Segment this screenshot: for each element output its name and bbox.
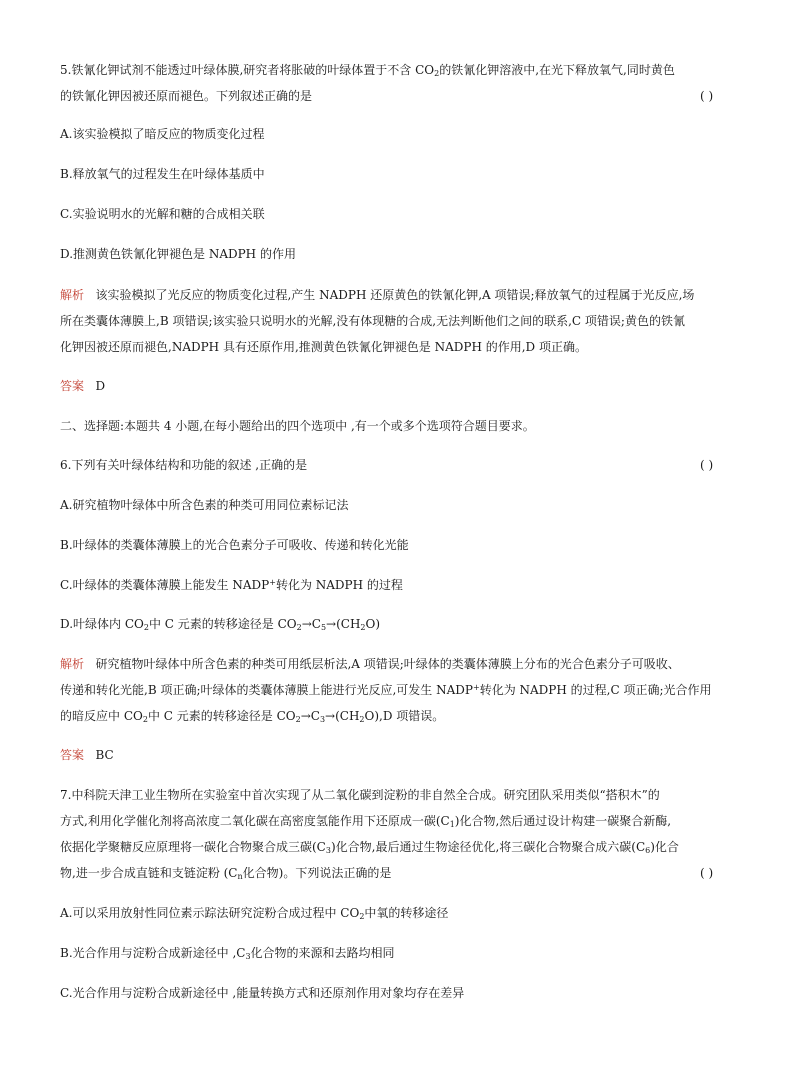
q6-analysis-line2: 传递和转化光能,B 项正确;叶绿体的类囊体薄膜上能进行光反应,可发生 NADP+转化为 NADPH 的过程,C 项正确;光合作用: [60, 683, 712, 697]
q5-answer: D: [95, 379, 106, 393]
q5-option-d: D.推测黄色铁氰化钾褪色是 NADPH 的作用: [60, 247, 296, 261]
q6-option-a: A.研究植物叶绿体中所含色素的种类可用同位素标记法: [60, 498, 349, 512]
q6-answer-paren: ( ): [700, 458, 714, 472]
q5-analysis-line1: 解析 该实验模拟了光反应的物质变化过程,产生 NADPH 还原黄色的铁氰化钾,A 项错误;释放氧气的过程属于光反应,场: [60, 288, 695, 302]
analysis-tag: 解析: [60, 288, 85, 302]
q6-analysis-line1: 解析 研究植物叶绿体中所含色素的种类可用纸层析法,A 项错误;叶绿体的类囊体薄膜上分布的光合色素分子可吸收、: [60, 657, 680, 671]
q5-stem-line2: 的铁氰化钾因被还原而褪色。下列叙述正确的是: [60, 89, 313, 103]
q7-option-c: C.光合作用与淀粉合成新途径中 ,能量转换方式和还原剂作用对象均存在差异: [60, 986, 465, 1000]
analysis-tag: 解析: [60, 657, 85, 671]
q5-stem-line1: 5.铁氰化钾试剂不能透过叶绿体膜,研究者将胀破的叶绿体置于不含 $CO_2$的铁氰化钾溶液中,在光下释放氧气,同时黄色: [60, 63, 675, 78]
answer-tag: 答案: [60, 379, 85, 393]
q7-stem-line2: 方式,利用化学催化剂将高浓度二氧化碳在高密度氢能作用下还原成一碳$(C_1)$化合物,然后通过设计构建一碳聚合新酶,: [60, 814, 672, 829]
q5-answer-line: [60, 378, 105, 394]
q6-option-b: B.叶绿体的类囊体薄膜上的光合色素分子可吸收、传递和转化光能: [60, 538, 409, 552]
q7-stem-line1: 7.中科院天津工业生物所在实验室中首次实现了从二氧化碳到淀粉的非自然全合成。研究团队采用类似“搭积木”的: [60, 788, 660, 802]
q7-option-b: B.光合作用与淀粉合成新途径中 $,C_3$化合物的来源和去路均相同: [60, 946, 395, 961]
q7-stem-line4: 物,进一步合成直链和支链淀粉 ($C_n$化合物)。下列说法正确的是: [60, 866, 392, 881]
q5-option-a: A.该实验模拟了暗反应的物质变化过程: [60, 127, 265, 141]
q5-analysis-line2: 所在类囊体薄膜上,B 项错误;该实验只说明水的光解,没有体现糖的合成,无法判断他们之间的联系,C 项错误;黄色的铁氰: [60, 314, 685, 328]
answer-tag: 答案: [60, 748, 85, 762]
q6-stem: 6.下列有关叶绿体结构和功能的叙述 ,正确的是: [60, 458, 308, 472]
q5-option-c: C.实验说明水的光解和糖的合成相关联: [60, 207, 265, 221]
q5-answer-paren: ( ): [700, 89, 714, 103]
q7-option-a: A.可以采用放射性同位素示踪法研究淀粉合成过程中 $CO_2$中氧的转移途径: [60, 906, 449, 921]
q6-analysis-line3: 的暗反应中 $CO_2$中 C 元素的转移途径是 $CO_2\to C_3\to(CH_2O),D$ 项错误。: [60, 709, 445, 724]
q6-option-d: D.叶绿体内 $CO_2$中 C 元素的转移途径是 $CO_2\to C_5\to(CH_2O)$: [60, 617, 381, 632]
q7-stem-line3: 依据化学聚糖反应原理将一碳化合物聚合成三碳$(C_3)$化合物,最后通过生物途径优化,将三碳化合物聚合成六碳$(C_6)$化合: [60, 840, 679, 855]
q7-answer-paren: ( ): [700, 866, 714, 880]
q6-option-c: C.叶绿体的类囊体薄膜上能发生 NADP+转化为 NADPH 的过程: [60, 578, 403, 592]
q6-answer-line: [60, 747, 114, 763]
q6-answer: BC: [95, 748, 114, 762]
q5-analysis-line3: 化钾因被还原而褪色,NADPH 具有还原作用,推测黄色铁氰化钾褪色是 NADPH 的作用,D 项正确。: [60, 340, 587, 354]
q5-option-b: B.释放氧气的过程发生在叶绿体基质中: [60, 167, 265, 181]
section-2-heading: 二、选择题:本题共 4 小题,在每小题给出的四个选项中 ,有一个或多个选项符合题目要求。: [60, 419, 535, 433]
